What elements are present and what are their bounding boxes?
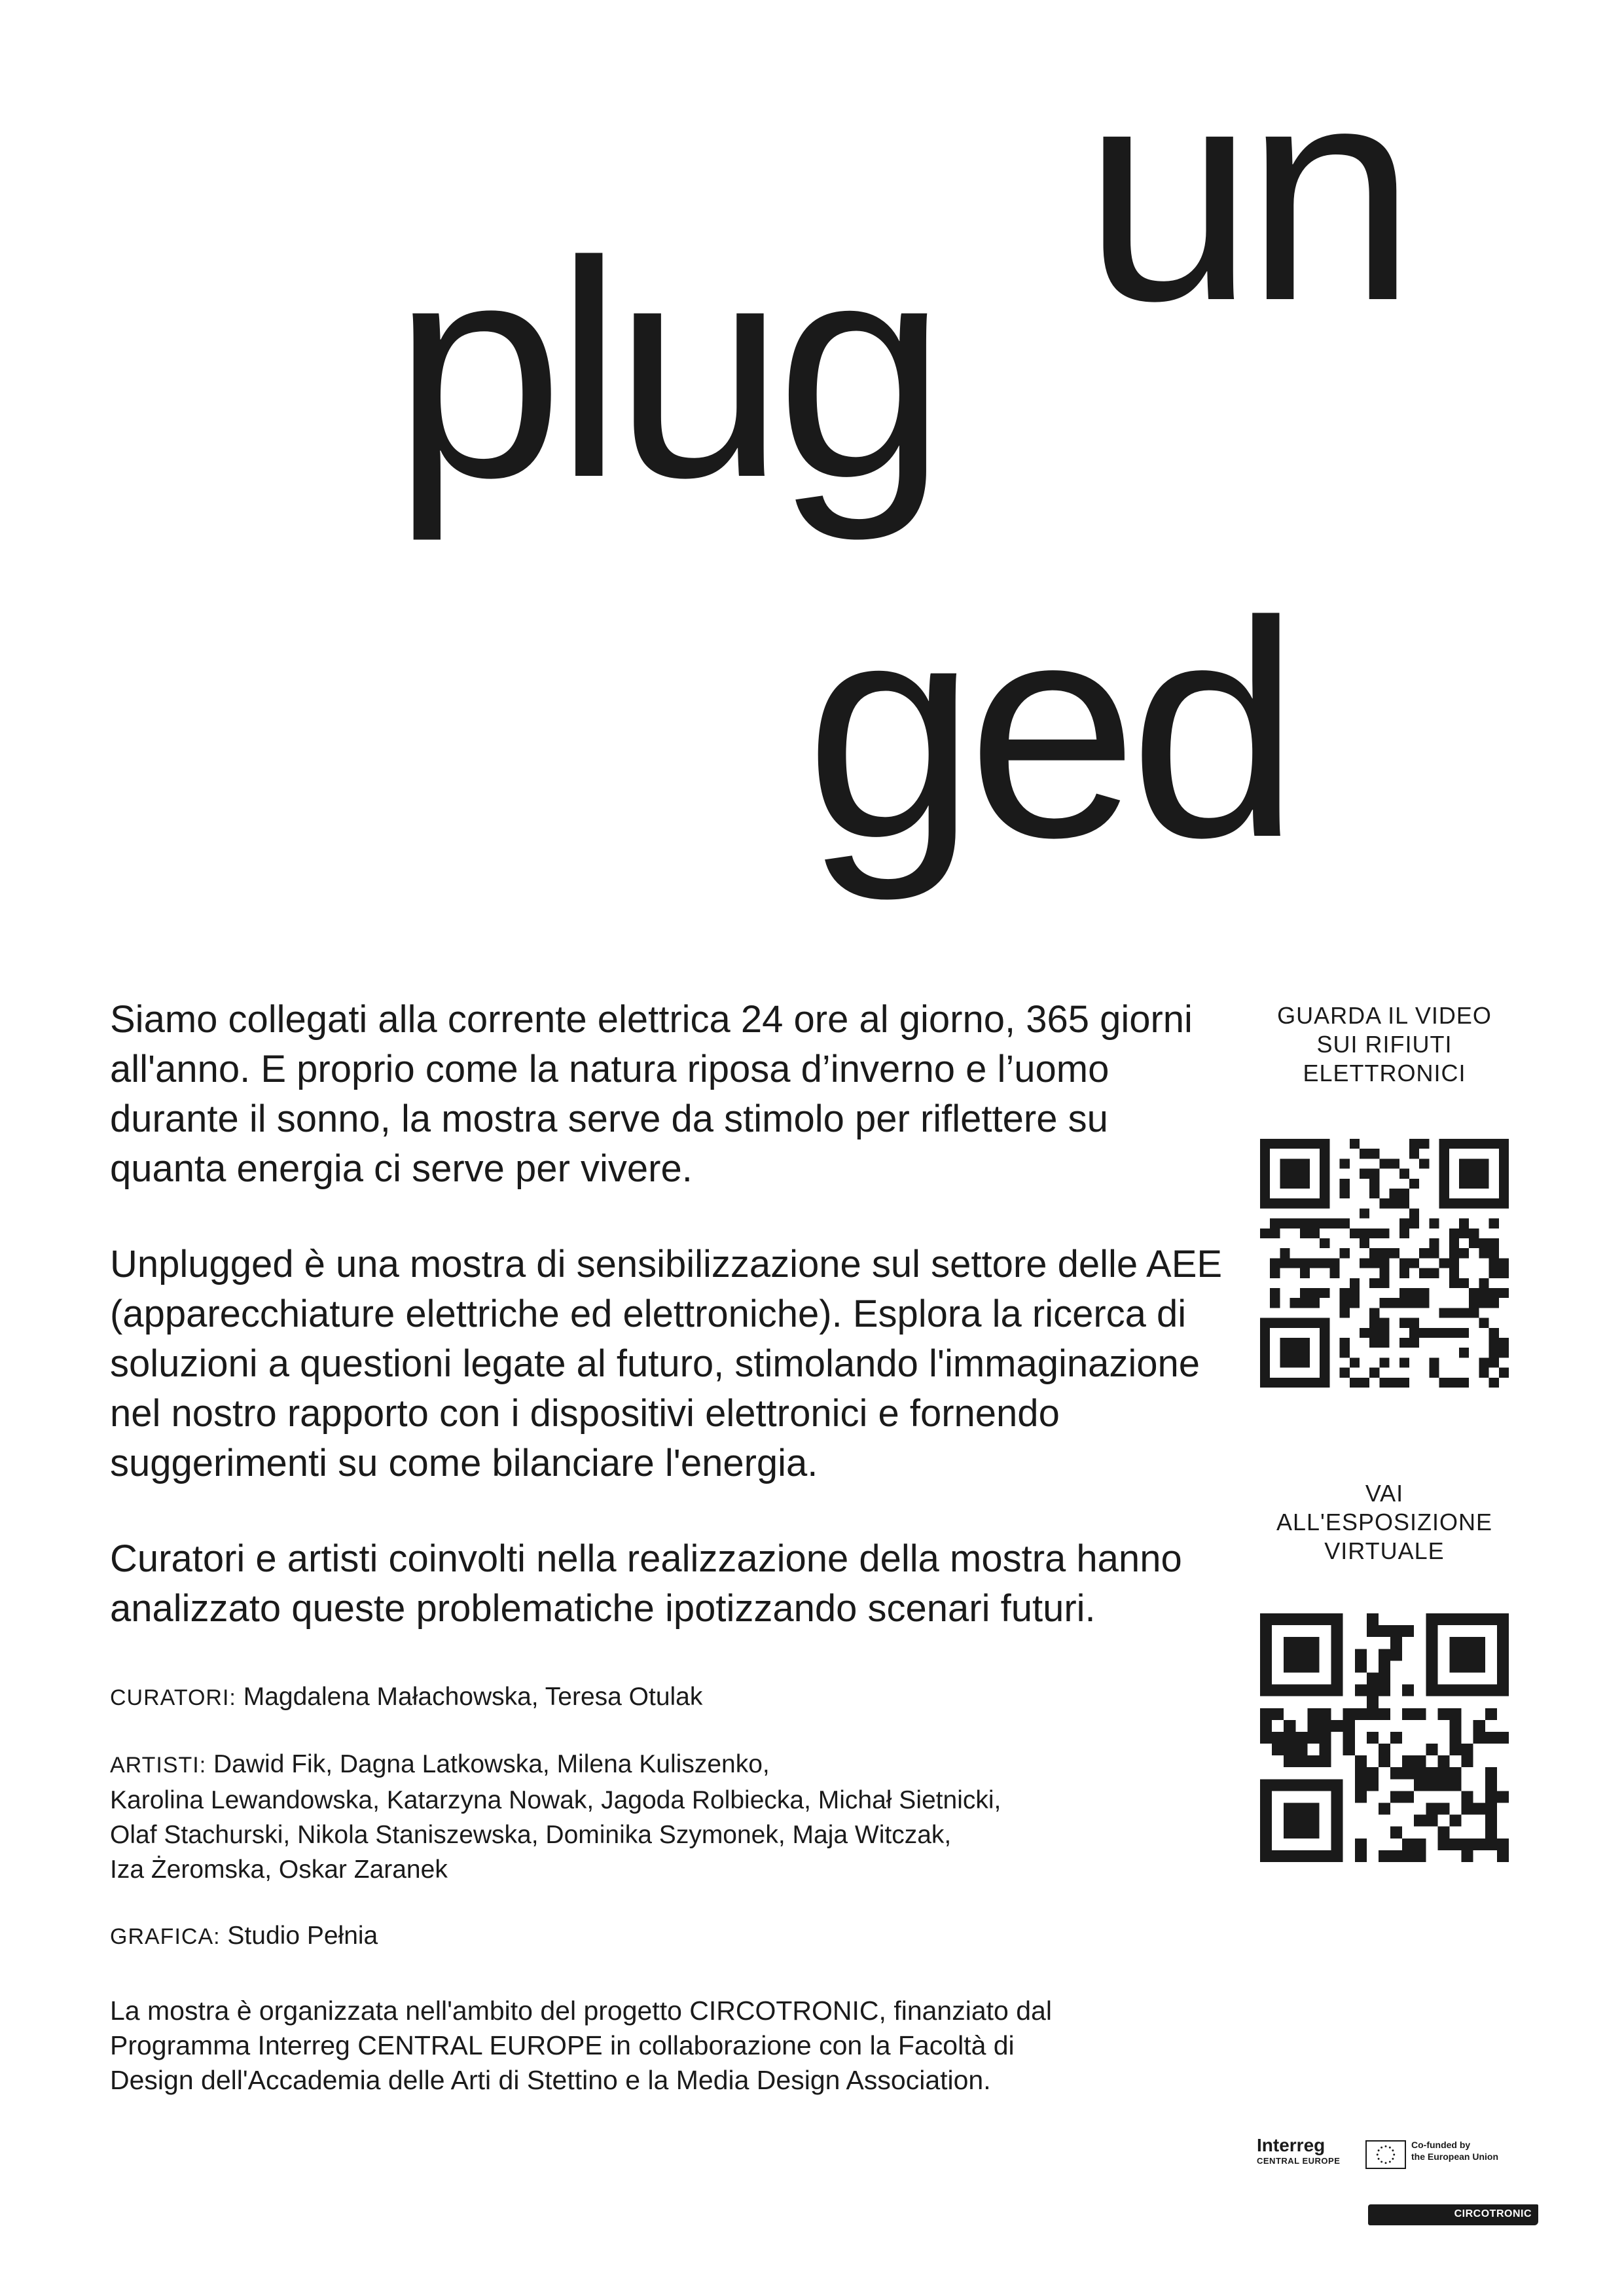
interreg-logo-sub: CENTRAL EUROPE — [1257, 2156, 1341, 2166]
title-un: un — [1083, 21, 1407, 365]
circotronic-text: CIRCOTRONIC — [1454, 2208, 1532, 2219]
curators-label: CURATORI: — [110, 1685, 236, 1710]
qr-code-video-icon — [1260, 1139, 1509, 1388]
artists-line-4: Iza Żeromska, Oskar Zaranek — [110, 1856, 448, 1884]
project-footnote — [110, 1994, 1223, 2098]
eu-line-2: the European Union — [1411, 2151, 1498, 2162]
graphics-label: GRAFICA: — [110, 1924, 221, 1949]
qr-code-exhibition[interactable] — [1260, 1613, 1509, 1862]
title-ged: ged — [805, 558, 1291, 901]
qr-video-label-1: GUARDA IL VIDEO — [1277, 1002, 1492, 1029]
qr-exhibition-label — [1231, 1479, 1538, 1566]
artists-credit — [110, 1747, 1223, 1887]
eu-line-1: Co-funded by — [1411, 2140, 1471, 2150]
sponsor-logos — [1257, 2135, 1545, 2233]
qr-video-label-3: ELETTRONICI — [1303, 1060, 1466, 1086]
eu-flag-icon — [1365, 2140, 1406, 2169]
main-text-column — [110, 995, 1223, 2129]
graphics-name: Studio Pełnia — [227, 1922, 378, 1950]
footnote-line-2: Programma Interreg CENTRAL EUROPE in collaborazione con la Facoltà di — [110, 2030, 1015, 2060]
curators-paragraph: Curatori e artisti coinvolti nella realizzazione della mostra hanno analizzato queste problematiche ipotizzando scenari futuri. — [110, 1537, 1182, 1630]
qr-code-video[interactable] — [1260, 1139, 1509, 1388]
qr-code-exhibition-icon — [1260, 1613, 1509, 1862]
artists-label: ARTISTI: — [110, 1753, 207, 1778]
qr-video-label — [1231, 1001, 1538, 1088]
artists-line-3: Olaf Stachurski, Nikola Staniszewska, Dominika Szymonek, Maja Witczak, — [110, 1821, 952, 1849]
qr-exhibition-label-1: VAI — [1365, 1480, 1404, 1507]
artists-line-2: Karolina Lewandowska, Katarzyna Nowak, Jagoda Rolbiecka, Michał Sietnicki, — [110, 1786, 1001, 1814]
interreg-logo: Interreg — [1257, 2135, 1326, 2155]
artists-line-1: Dawid Fik, Dagna Latkowska, Milena Kuliszenko, — [213, 1750, 770, 1778]
description-paragraph: Unplugged è una mostra di sensibilizzazione sul settore delle AEE (apparecchiature elettriche ed elettroniche). Esplora la ricerca di soluzioni a questioni legate al futuro, stimolando l'immaginazione nel nostro rapporto con i dispositivi elettronici e fornendo suggerimenti su come bilanciare l'energia. — [110, 1243, 1223, 1484]
footnote-line-3: Design dell'Accademia delle Arti di Stettino e la Media Design Association. — [110, 2065, 991, 2095]
curators-credit — [110, 1679, 1223, 1715]
eu-cofunded-text — [1411, 2139, 1498, 2162]
curators-names: Magdalena Małachowska, Teresa Otulak — [243, 1683, 703, 1711]
qr-exhibition-label-3: VIRTUALE — [1324, 1537, 1445, 1564]
footnote-line-1: La mostra è organizzata nell'ambito del progetto CIRCOTRONIC, finanziato dal — [110, 1996, 1052, 2026]
title-plug: plug — [393, 198, 938, 541]
intro-paragraph: Siamo collegati alla corrente elettrica 24 ore al giorno, 365 giorni all'anno. E proprio come la natura riposa d’inverno e l’uomo durante il sonno, la mostra serve da stimolo per riflettere su quanta energia ci serve per vivere. — [110, 998, 1193, 1190]
circotronic-logo — [1368, 2204, 1538, 2225]
qr-video-label-2: SUI RIFIUTI — [1316, 1031, 1453, 1058]
graphics-credit — [110, 1918, 1223, 1954]
qr-exhibition-label-2: ALL'ESPOSIZIONE — [1276, 1509, 1492, 1535]
